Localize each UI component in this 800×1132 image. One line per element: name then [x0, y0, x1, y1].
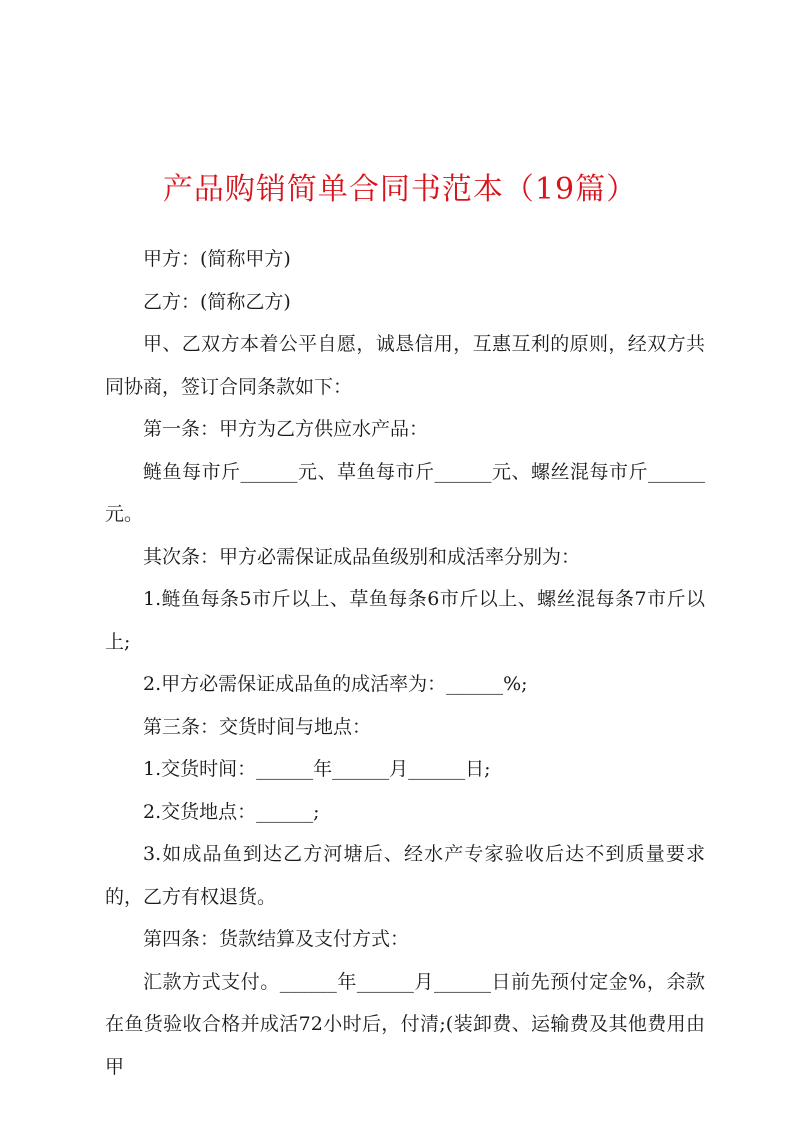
article-4-heading: 第四条：货款结算及支付方式：	[143, 928, 410, 950]
article-2-item-2: 2.甲方必需保证成品鱼的成活率为：______%;	[143, 673, 528, 695]
article-1-heading: 第一条：甲方为乙方供应水产品：	[143, 418, 429, 440]
party-a-line: 甲方：(简称甲方)	[143, 248, 291, 270]
article-1-prices: 鲢鱼每市斤______元、草鱼每市斤______元、螺丝混每市斤______元。	[105, 460, 705, 525]
article-3-item-1: 1.交货时间：______年______月______日;	[143, 758, 491, 780]
article-4-payment: 汇款方式支付。______年______月______日前先预付定金%，余款在鱼货验收合格并成活72小时后，付清;(装卸费、运输费及其他费用由甲	[105, 970, 705, 1078]
article-3-heading: 第三条：交货时间与地点：	[143, 715, 372, 738]
article-2-heading: 其次条：甲方必需保证成品鱼级别和成活率分别为：	[143, 545, 581, 568]
article-3-item-2: 2.交货地点：______;	[143, 800, 320, 823]
document-title: 产品购销简单合同书范本（19篇）	[162, 172, 638, 207]
article-3-item-3: 3.如成品鱼到达乙方河塘后、经水产专家验收后达不到质量要求的，乙方有权退货。	[105, 843, 705, 908]
document-body	[105, 238, 705, 1088]
preamble-paragraph: 甲、乙双方本着公平自愿，诚恳信用，互惠互利的原则，经双方共同协商，签订合同条款如下：	[105, 333, 705, 398]
party-b-line: 乙方：(简称乙方)	[143, 290, 291, 313]
article-2-item-1: 1.鲢鱼每条5市斤以上、草鱼每条6市斤以上、螺丝混每条7市斤以上;	[105, 588, 705, 653]
